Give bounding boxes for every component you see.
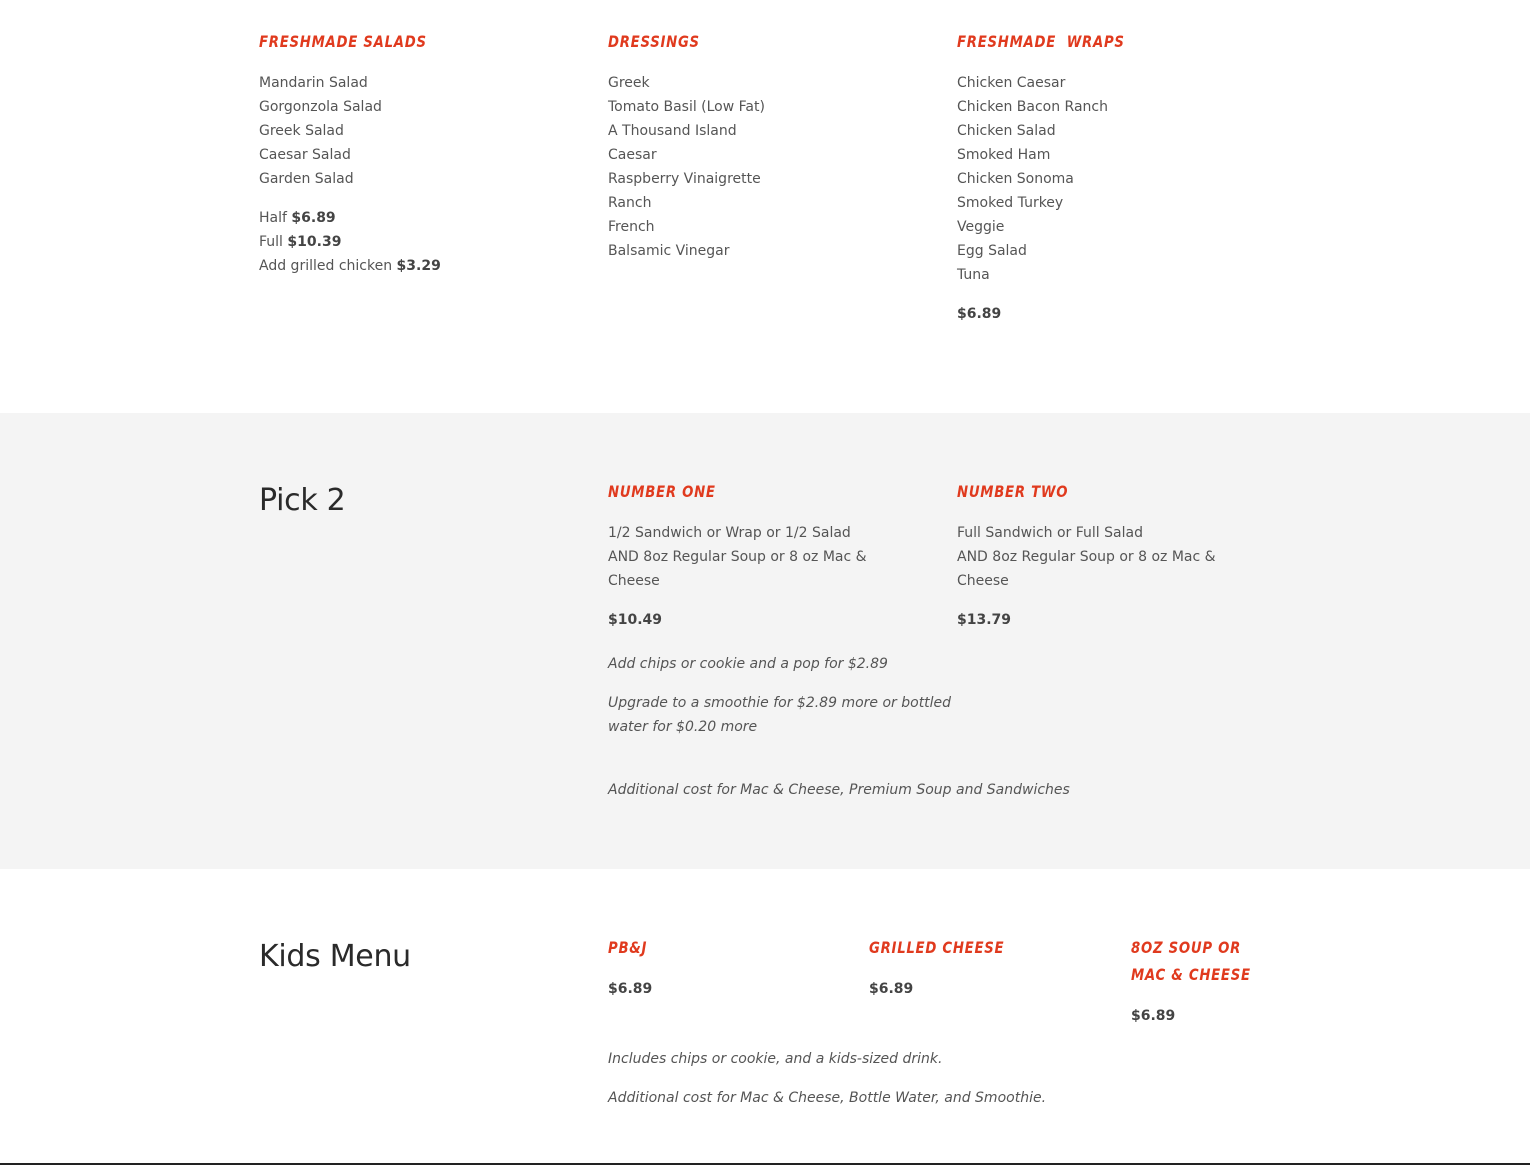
- kids-pbj-title: PB&J: [608, 938, 648, 957]
- wraps-price: $6.89: [957, 306, 1002, 322]
- number-one-description: [608, 521, 908, 593]
- list-item: Smoked Turkey: [957, 195, 1064, 211]
- salads-dressings-wraps-section: [0, 0, 1530, 413]
- number-two-price: $13.79: [957, 612, 1012, 628]
- number-one-price: $10.49: [608, 612, 663, 628]
- note-line: Upgrade to a smoothie for $2.89 more or bottled: [608, 695, 952, 711]
- pick2-note-chips: Add chips or cookie and a pop for $2.89: [608, 656, 888, 672]
- number-one-title: NUMBER ONE: [608, 482, 716, 501]
- salad-addon-price-line: [259, 254, 579, 278]
- list-item: Tuna: [957, 267, 990, 283]
- list-item: Smoked Ham: [957, 147, 1051, 163]
- pick2-heading: Pick 2: [259, 483, 346, 518]
- addon-price: $3.29: [396, 258, 441, 274]
- kids-soup-mac-title: 8OZ SOUP OR MAC & CHEESE: [1131, 938, 1251, 984]
- kids-pbj-price: $6.89: [608, 981, 653, 997]
- list-item: Chicken Sonoma: [957, 171, 1074, 187]
- list-item: Gorgonzola Salad: [259, 99, 382, 115]
- kids-grilled-cheese-title: GRILLED CHEESE: [869, 938, 1005, 957]
- kids-grilled-cheese-column: [869, 934, 1089, 1001]
- full-label: Full: [259, 234, 283, 250]
- salads-column: [259, 28, 579, 278]
- description-line: Cheese: [608, 573, 660, 589]
- kids-note-additional: Additional cost for Mac & Cheese, Bottle Water, and Smoothie.: [608, 1090, 1047, 1106]
- description-line: 1/2 Sandwich or Wrap or 1/2 Salad: [608, 525, 851, 541]
- full-price: $10.39: [287, 234, 342, 250]
- salads-list: [259, 71, 579, 191]
- list-item: Raspberry Vinaigrette: [608, 171, 761, 187]
- list-item: Balsamic Vinegar: [608, 243, 730, 259]
- salads-title: FRESHMADE SALADS: [259, 32, 427, 51]
- list-item: Chicken Bacon Ranch: [957, 99, 1108, 115]
- kids-menu-section: [0, 869, 1530, 1165]
- pick2-section: [0, 413, 1530, 869]
- dressings-column: [608, 28, 928, 263]
- salad-full-price-line: [259, 230, 579, 254]
- list-item: A Thousand Island: [608, 123, 737, 139]
- kids-soup-mac-price: $6.89: [1131, 1008, 1176, 1024]
- dressings-list: [608, 71, 928, 263]
- description-line: AND 8oz Regular Soup or 8 oz Mac &: [608, 549, 867, 565]
- list-item: Greek Salad: [259, 123, 344, 139]
- addon-label: Add grilled chicken: [259, 258, 393, 274]
- wraps-list: [957, 71, 1277, 287]
- half-price: $6.89: [291, 210, 336, 226]
- kids-soup-mac-column: [1131, 934, 1301, 1028]
- list-item: Ranch: [608, 195, 652, 211]
- pick2-note-additional: Additional cost for Mac & Cheese, Premium Soup and Sandwiches: [608, 782, 1070, 798]
- list-item: Egg Salad: [957, 243, 1027, 259]
- number-two-title: NUMBER TWO: [957, 482, 1069, 501]
- kids-note-includes: Includes chips or cookie, and a kids-sized drink.: [608, 1051, 943, 1067]
- number-one-column: [608, 478, 908, 632]
- kids-pbj-column: [608, 934, 828, 1001]
- list-item: Tomato Basil (Low Fat): [608, 99, 765, 115]
- description-line: Full Sandwich or Full Salad: [957, 525, 1143, 541]
- number-two-description: [957, 521, 1257, 593]
- list-item: French: [608, 219, 655, 235]
- list-item: Mandarin Salad: [259, 75, 368, 91]
- wraps-title: FRESHMADE WRAPS: [957, 32, 1125, 51]
- description-line: Cheese: [957, 573, 1009, 589]
- kids-menu-heading: Kids Menu: [259, 939, 411, 974]
- list-item: Caesar Salad: [259, 147, 351, 163]
- description-line: AND 8oz Regular Soup or 8 oz Mac &: [957, 549, 1216, 565]
- number-two-column: [957, 478, 1257, 632]
- half-label: Half: [259, 210, 287, 226]
- list-item: Veggie: [957, 219, 1005, 235]
- salads-prices: [259, 206, 579, 278]
- list-item: Caesar: [608, 147, 657, 163]
- wraps-column: [957, 28, 1277, 326]
- list-item: Chicken Salad: [957, 123, 1056, 139]
- pick2-note-smoothie: [608, 691, 1008, 739]
- list-item: Garden Salad: [259, 171, 354, 187]
- salad-half-price-line: [259, 206, 579, 230]
- list-item: Greek: [608, 75, 650, 91]
- list-item: Chicken Caesar: [957, 75, 1066, 91]
- kids-grilled-cheese-price: $6.89: [869, 981, 914, 997]
- note-line: water for $0.20 more: [608, 719, 758, 735]
- dressings-title: DRESSINGS: [608, 32, 700, 51]
